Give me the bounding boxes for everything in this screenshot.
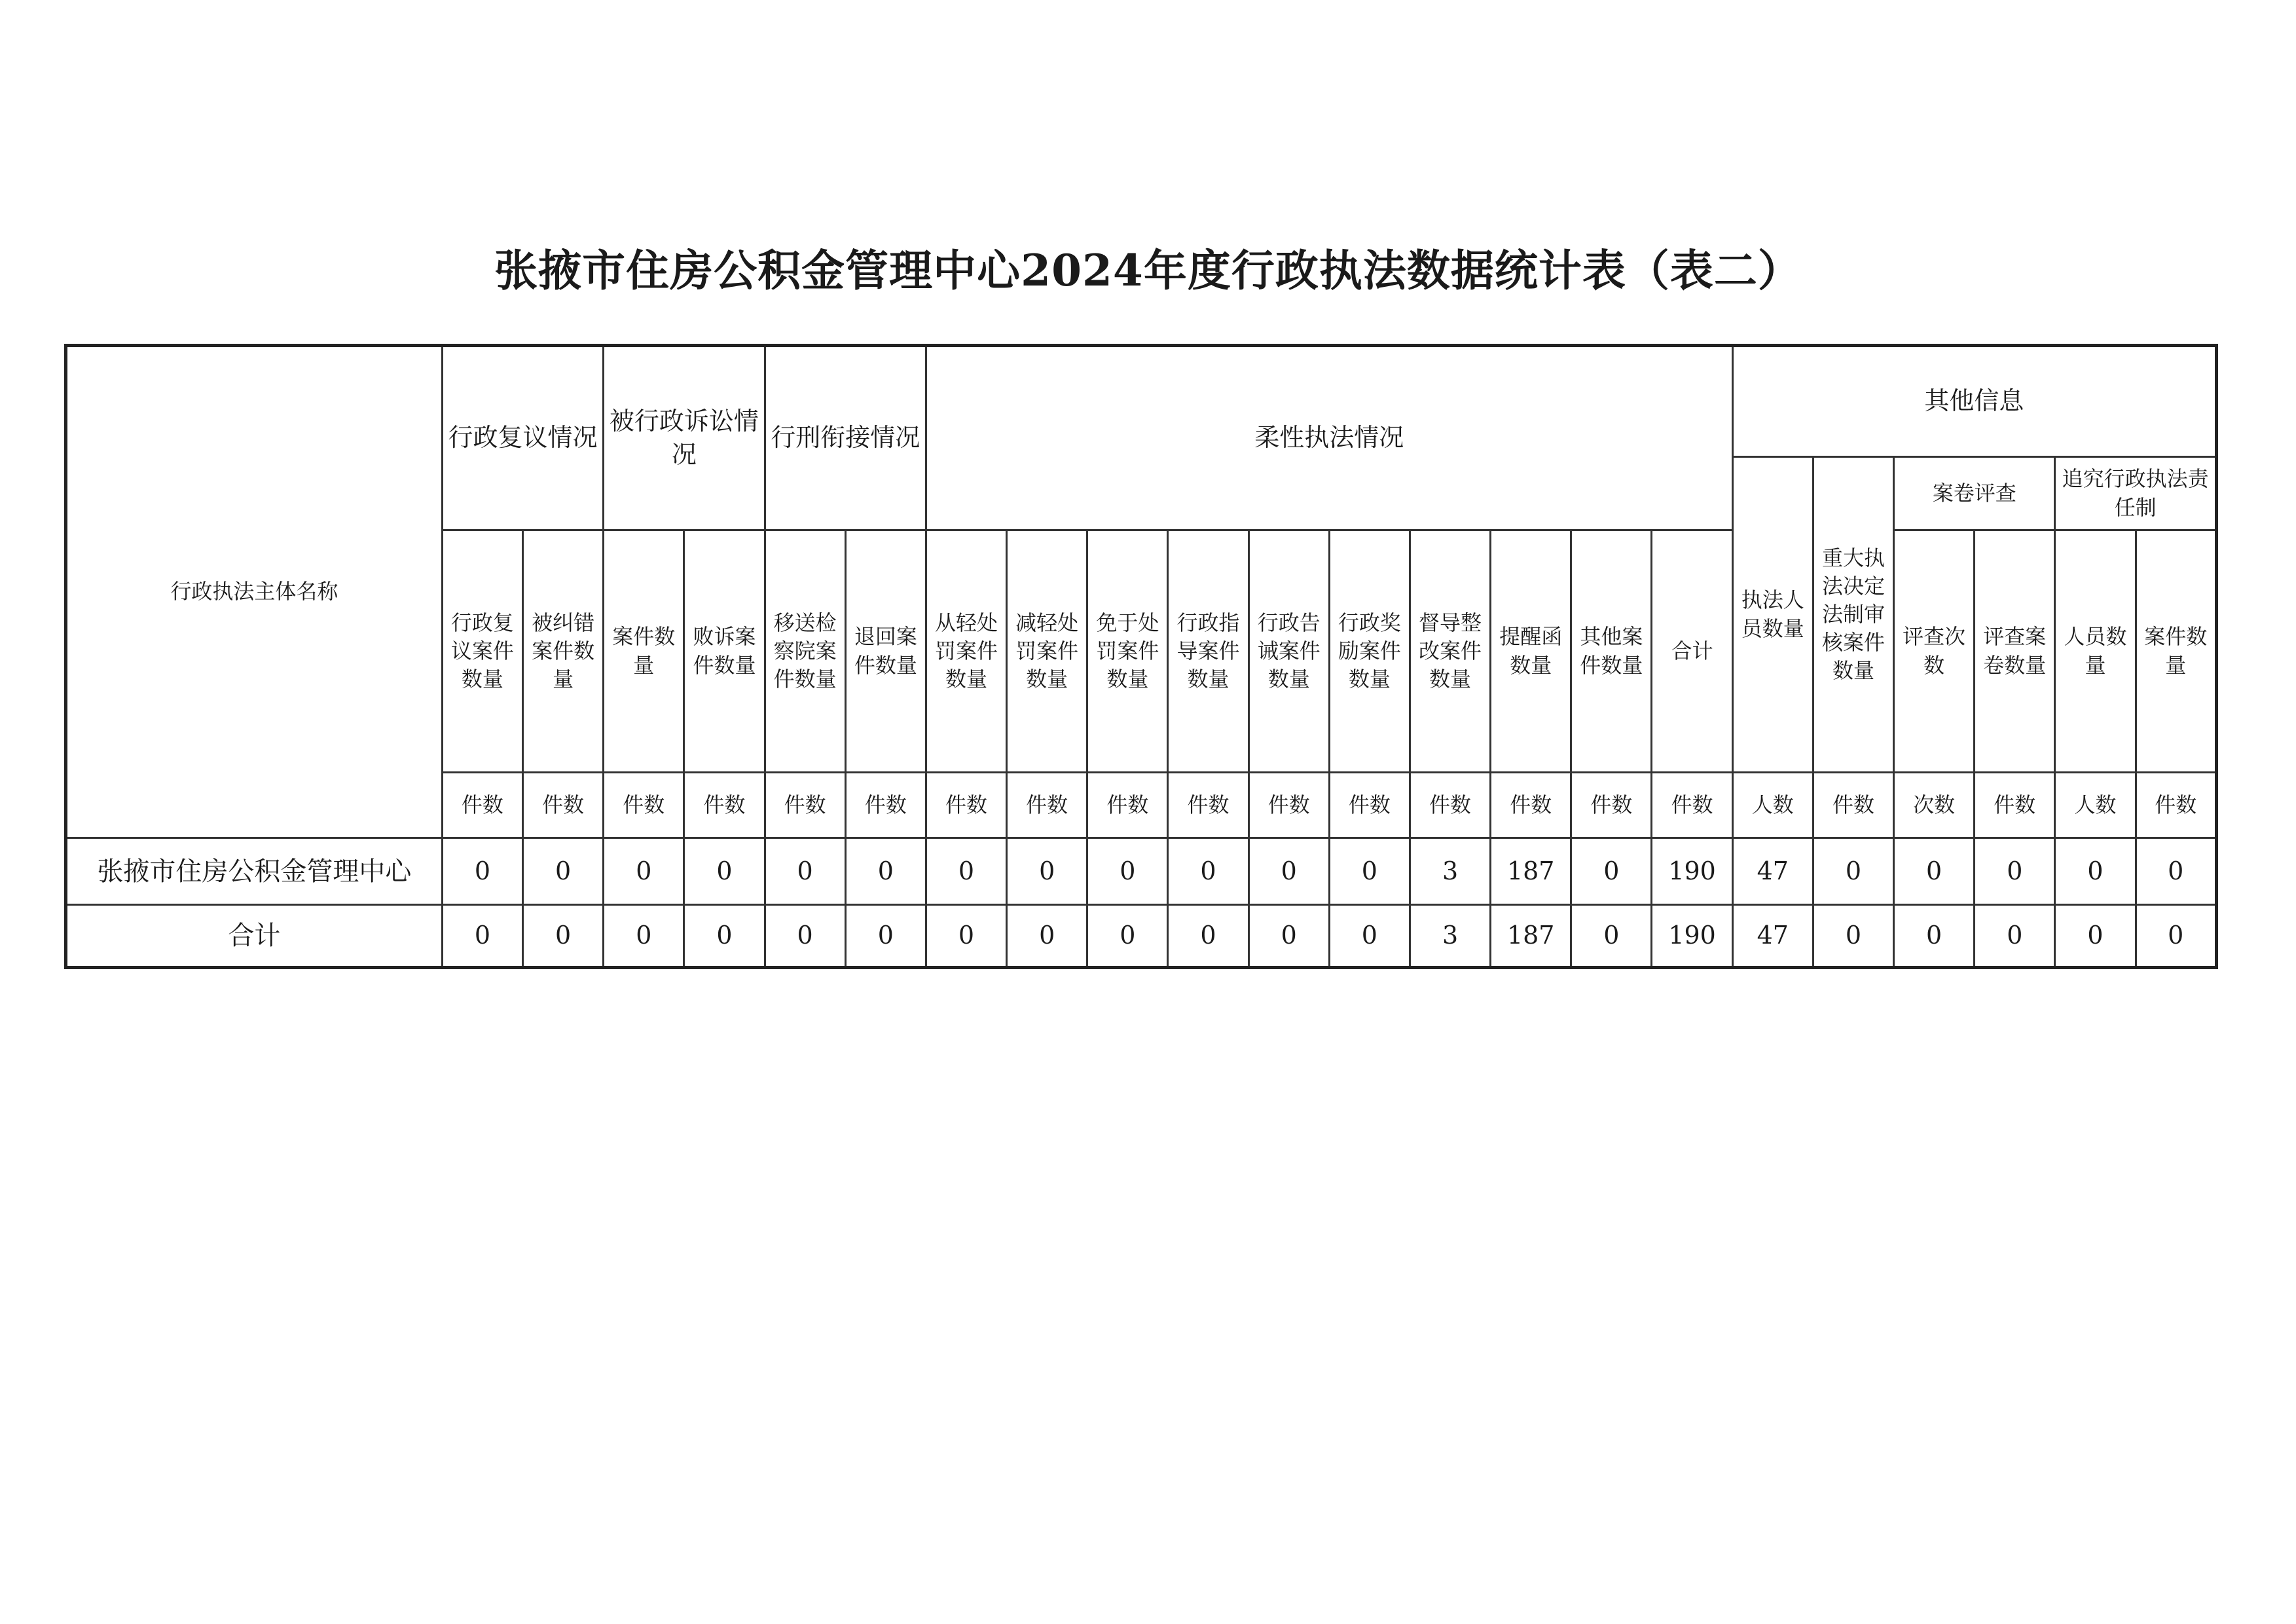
value-cell: 0 (2055, 838, 2136, 905)
unit-cell: 件数 (765, 773, 845, 838)
col-header-10: 行政指导案件数量 (1168, 530, 1248, 773)
value-cell: 0 (1329, 905, 1410, 968)
col-header-9: 免于处罚案件数量 (1087, 530, 1168, 773)
value-cell: 0 (926, 905, 1006, 968)
col-header-16: 合计 (1652, 530, 1732, 773)
value-cell: 47 (1732, 905, 1813, 968)
unit-cell: 件数 (926, 773, 1006, 838)
unit-cell: 件数 (1813, 773, 1893, 838)
value-cell: 0 (765, 838, 845, 905)
unit-cell: 件数 (1975, 773, 2055, 838)
col-header-8: 减轻处罚案件数量 (1007, 530, 1087, 773)
col-header-1: 行政复议案件数量 (442, 530, 522, 773)
unit-cell: 件数 (2136, 773, 2216, 838)
group-dossier: 案卷评查 (1894, 457, 2055, 530)
col-header-4: 败诉案件数量 (684, 530, 765, 773)
group-litigation: 被行政诉讼情况 (604, 346, 765, 530)
unit-cell: 件数 (684, 773, 765, 838)
statistics-table (64, 344, 2218, 969)
value-cell: 0 (1975, 838, 2055, 905)
unit-cell: 人数 (1732, 773, 1813, 838)
unit-cell: 件数 (1652, 773, 1732, 838)
group-criminal: 行刑衔接情况 (765, 346, 926, 530)
value-cell: 0 (2136, 838, 2216, 905)
table-row (66, 838, 2217, 905)
subject-header: 行政执法主体名称 (66, 346, 443, 838)
value-cell: 0 (442, 905, 522, 968)
value-cell: 0 (845, 838, 926, 905)
value-cell: 0 (604, 838, 684, 905)
value-cell: 0 (1248, 905, 1329, 968)
unit-cell: 件数 (1491, 773, 1571, 838)
value-cell: 0 (1894, 905, 1975, 968)
group-accountability: 追究行政执法责任制 (2055, 457, 2217, 530)
unit-cell: 件数 (1329, 773, 1410, 838)
col-header-13: 督导整改案件数量 (1410, 530, 1490, 773)
col-header-17: 执法人员数量 (1732, 457, 1813, 773)
value-cell: 0 (1975, 905, 2055, 968)
value-cell: 0 (1007, 838, 1087, 905)
unit-cell: 件数 (442, 773, 522, 838)
col-header-2: 被纠错案件数量 (523, 530, 604, 773)
value-cell: 0 (845, 905, 926, 968)
col-header-5: 移送检察院案件数量 (765, 530, 845, 773)
value-cell: 0 (604, 905, 684, 968)
col-header-20: 评查案卷数量 (1975, 530, 2055, 773)
value-cell: 0 (1168, 905, 1248, 968)
unit-cell: 件数 (1087, 773, 1168, 838)
value-cell: 0 (1813, 905, 1893, 968)
row-name: 合计 (66, 905, 443, 968)
value-cell: 3 (1410, 838, 1490, 905)
value-cell: 0 (1813, 838, 1893, 905)
value-cell: 0 (1087, 838, 1168, 905)
value-cell: 0 (1248, 838, 1329, 905)
value-cell: 0 (2136, 905, 2216, 968)
value-cell: 190 (1652, 905, 1732, 968)
unit-cell: 件数 (1168, 773, 1248, 838)
value-cell: 47 (1732, 838, 1813, 905)
value-cell: 0 (1894, 838, 1975, 905)
unit-cell: 次数 (1894, 773, 1975, 838)
group-review: 行政复议情况 (442, 346, 603, 530)
row-name: 张掖市住房公积金管理中心 (66, 838, 443, 905)
group-other: 其他信息 (1732, 346, 2216, 457)
value-cell: 0 (523, 905, 604, 968)
value-cell: 0 (684, 838, 765, 905)
value-cell: 190 (1652, 838, 1732, 905)
unit-cell: 件数 (604, 773, 684, 838)
value-cell: 0 (1571, 905, 1652, 968)
page-title: 张掖市住房公积金管理中心2024年度行政执法数据统计表（表二） (494, 245, 1802, 296)
col-header-3: 案件数量 (604, 530, 684, 773)
col-header-21: 人员数量 (2055, 530, 2136, 773)
value-cell: 187 (1491, 905, 1571, 968)
col-header-15: 其他案件数量 (1571, 530, 1652, 773)
table-row-total (66, 905, 2217, 968)
value-cell: 0 (1087, 905, 1168, 968)
col-header-19: 评查次数 (1894, 530, 1975, 773)
value-cell: 187 (1491, 838, 1571, 905)
unit-cell: 人数 (2055, 773, 2136, 838)
col-header-22: 案件数量 (2136, 530, 2216, 773)
unit-cell: 件数 (523, 773, 604, 838)
unit-cell: 件数 (1248, 773, 1329, 838)
value-cell: 0 (2055, 905, 2136, 968)
value-cell: 0 (1571, 838, 1652, 905)
unit-cell: 件数 (1571, 773, 1652, 838)
col-header-18: 重大执法决定法制审核案件数量 (1813, 457, 1893, 773)
col-header-6: 退回案件数量 (845, 530, 926, 773)
value-cell: 0 (1168, 838, 1248, 905)
col-header-7: 从轻处罚案件数量 (926, 530, 1006, 773)
col-header-11: 行政告诫案件数量 (1248, 530, 1329, 773)
value-cell: 0 (1329, 838, 1410, 905)
value-cell: 0 (442, 838, 522, 905)
value-cell: 0 (1007, 905, 1087, 968)
col-header-14: 提醒函数量 (1491, 530, 1571, 773)
value-cell: 0 (765, 905, 845, 968)
value-cell: 0 (684, 905, 765, 968)
header-row-groups (66, 346, 2217, 457)
unit-cell: 件数 (1410, 773, 1490, 838)
value-cell: 0 (926, 838, 1006, 905)
group-flexible: 柔性执法情况 (926, 346, 1732, 530)
value-cell: 3 (1410, 905, 1490, 968)
unit-cell: 件数 (845, 773, 926, 838)
value-cell: 0 (523, 838, 604, 905)
col-header-12: 行政奖励案件数量 (1329, 530, 1410, 773)
unit-cell: 件数 (1007, 773, 1087, 838)
